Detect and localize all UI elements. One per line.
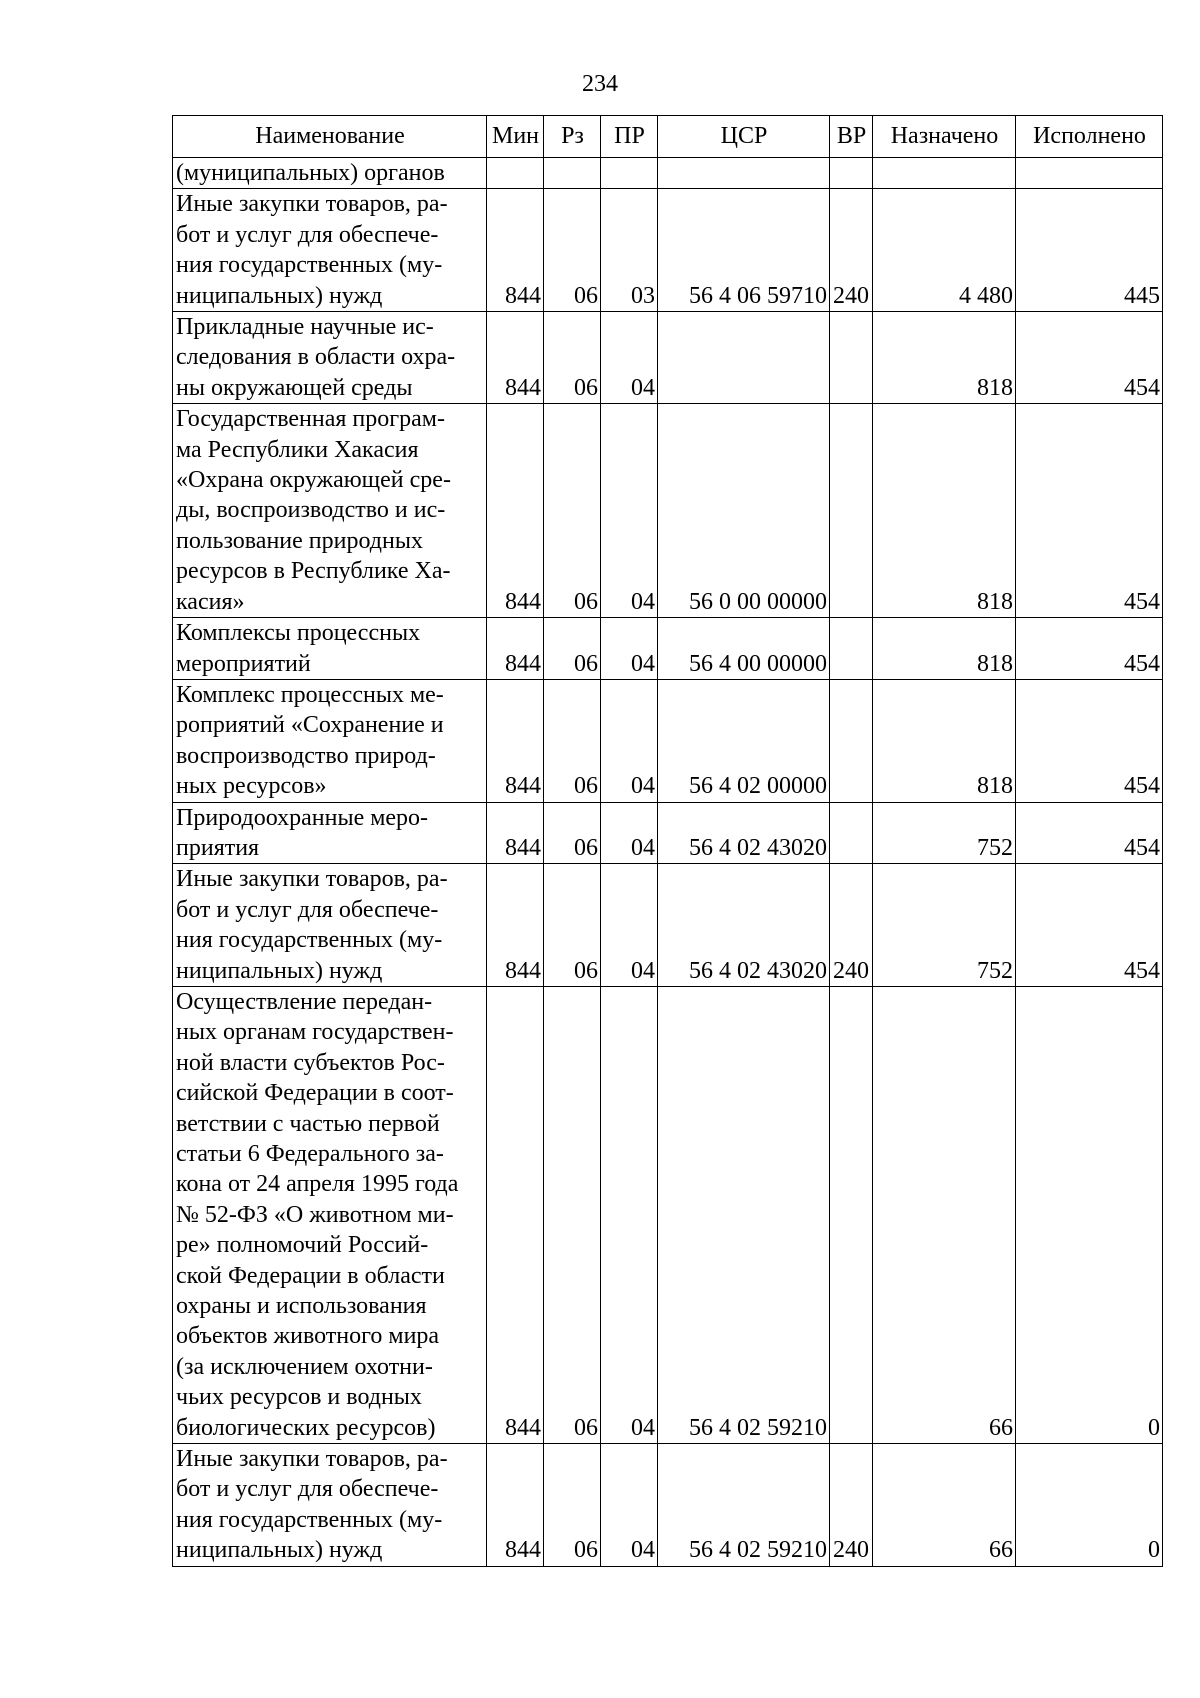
table-row	[173, 802, 1163, 864]
cell-min: 844	[487, 679, 544, 802]
cell-name: (муниципальных) органов	[173, 158, 487, 189]
cell-pr: 03	[601, 189, 658, 312]
table-row	[173, 1444, 1163, 1567]
cell-vr: 240	[830, 189, 873, 312]
cell-csr	[658, 312, 830, 404]
col-header-csr: ЦСР	[658, 116, 830, 158]
cell-pr: 04	[601, 1444, 658, 1567]
col-header-name: Наименование	[173, 116, 487, 158]
header-row	[173, 116, 1163, 158]
cell-assigned: 752	[873, 864, 1016, 987]
cell-executed: 454	[1016, 864, 1163, 987]
cell-min: 844	[487, 404, 544, 618]
cell-min: 844	[487, 986, 544, 1443]
cell-csr: 56 4 06 59710	[658, 189, 830, 312]
cell-rz: 06	[544, 679, 601, 802]
col-header-vr: ВР	[830, 116, 873, 158]
cell-executed	[1016, 158, 1163, 189]
cell-vr	[830, 679, 873, 802]
cell-rz	[544, 158, 601, 189]
cell-min	[487, 158, 544, 189]
cell-vr: 240	[830, 1444, 873, 1567]
cell-assigned: 66	[873, 986, 1016, 1443]
cell-min: 844	[487, 618, 544, 680]
cell-rz: 06	[544, 189, 601, 312]
cell-name: Осуществление передан- ных органам государствен- ной власти субъектов Рос- сийской Федерации в соот- ветствии с частью первой статьи 6 Федерального за- кона от 24 апреля 1995 года № 52-ФЗ «О животном ми- ре» полномочий Россий- ской Федерации в области охраны и использования объектов животного мира (за исключением охотни- чьих ресурсов и водных биологических ресурсов)	[173, 986, 487, 1443]
cell-vr	[830, 404, 873, 618]
cell-csr: 56 4 00 00000	[658, 618, 830, 680]
cell-name: Прикладные научные ис- следования в области охра- ны окружающей среды	[173, 312, 487, 404]
col-header-min: Мин	[487, 116, 544, 158]
cell-executed: 0	[1016, 1444, 1163, 1567]
cell-vr	[830, 802, 873, 864]
table-row	[173, 864, 1163, 987]
cell-pr: 04	[601, 679, 658, 802]
cell-csr: 56 4 02 43020	[658, 864, 830, 987]
cell-csr: 56 0 00 00000	[658, 404, 830, 618]
cell-name: Комплексы процессных мероприятий	[173, 618, 487, 680]
cell-pr	[601, 158, 658, 189]
cell-rz: 06	[544, 986, 601, 1443]
cell-assigned: 818	[873, 618, 1016, 680]
table-row	[173, 679, 1163, 802]
cell-assigned: 818	[873, 404, 1016, 618]
page-number: 234	[582, 71, 618, 97]
cell-csr: 56 4 02 59210	[658, 986, 830, 1443]
cell-assigned: 818	[873, 312, 1016, 404]
cell-csr: 56 4 02 43020	[658, 802, 830, 864]
col-header-pr: ПР	[601, 116, 658, 158]
cell-assigned: 4 480	[873, 189, 1016, 312]
cell-rz: 06	[544, 802, 601, 864]
cell-csr: 56 4 02 00000	[658, 679, 830, 802]
cell-csr	[658, 158, 830, 189]
cell-name: Иные закупки товаров, ра- бот и услуг для обеспече- ния государственных (му- ниципальных) нужд	[173, 1444, 487, 1567]
cell-executed: 454	[1016, 618, 1163, 680]
cell-name: Иные закупки товаров, ра- бот и услуг для обеспече- ния государственных (му- ниципальных) нужд	[173, 189, 487, 312]
cell-rz: 06	[544, 618, 601, 680]
table-row	[173, 618, 1163, 680]
cell-pr: 04	[601, 802, 658, 864]
table-row	[173, 404, 1163, 618]
table-body	[173, 158, 1163, 1567]
cell-min: 844	[487, 802, 544, 864]
cell-executed: 454	[1016, 404, 1163, 618]
cell-assigned	[873, 158, 1016, 189]
cell-min: 844	[487, 312, 544, 404]
cell-name: Иные закупки товаров, ра- бот и услуг для обеспече- ния государственных (му- ниципальных) нужд	[173, 864, 487, 987]
cell-pr: 04	[601, 404, 658, 618]
cell-vr	[830, 312, 873, 404]
cell-vr	[830, 618, 873, 680]
cell-executed: 445	[1016, 189, 1163, 312]
cell-pr: 04	[601, 618, 658, 680]
cell-csr: 56 4 02 59210	[658, 1444, 830, 1567]
cell-min: 844	[487, 864, 544, 987]
cell-name: Государственная програм- ма Республики Хакасия «Охрана окружающей сре- ды, воспроизводство и ис- пользование природных ресурсов в Республике Ха- касия»	[173, 404, 487, 618]
cell-min: 844	[487, 189, 544, 312]
cell-assigned: 66	[873, 1444, 1016, 1567]
col-header-assigned: Назначено	[873, 116, 1016, 158]
cell-name: Комплекс процессных ме- роприятий «Сохранение и воспроизводство природ- ных ресурсов»	[173, 679, 487, 802]
col-header-rz: Рз	[544, 116, 601, 158]
cell-pr: 04	[601, 312, 658, 404]
table-row	[173, 189, 1163, 312]
cell-min: 844	[487, 1444, 544, 1567]
table-row	[173, 986, 1163, 1443]
cell-executed: 454	[1016, 802, 1163, 864]
cell-name: Природоохранные меро- приятия	[173, 802, 487, 864]
cell-executed: 454	[1016, 679, 1163, 802]
cell-rz: 06	[544, 864, 601, 987]
budget-table	[172, 115, 1163, 1567]
cell-executed: 0	[1016, 986, 1163, 1443]
cell-rz: 06	[544, 312, 601, 404]
cell-assigned: 818	[873, 679, 1016, 802]
cell-pr: 04	[601, 986, 658, 1443]
table-row	[173, 312, 1163, 404]
cell-vr	[830, 158, 873, 189]
cell-executed: 454	[1016, 312, 1163, 404]
cell-pr: 04	[601, 864, 658, 987]
cell-rz: 06	[544, 404, 601, 618]
col-header-executed: Исполнено	[1016, 116, 1163, 158]
cell-vr: 240	[830, 864, 873, 987]
table-row	[173, 158, 1163, 189]
cell-vr	[830, 986, 873, 1443]
cell-assigned: 752	[873, 802, 1016, 864]
cell-rz: 06	[544, 1444, 601, 1567]
